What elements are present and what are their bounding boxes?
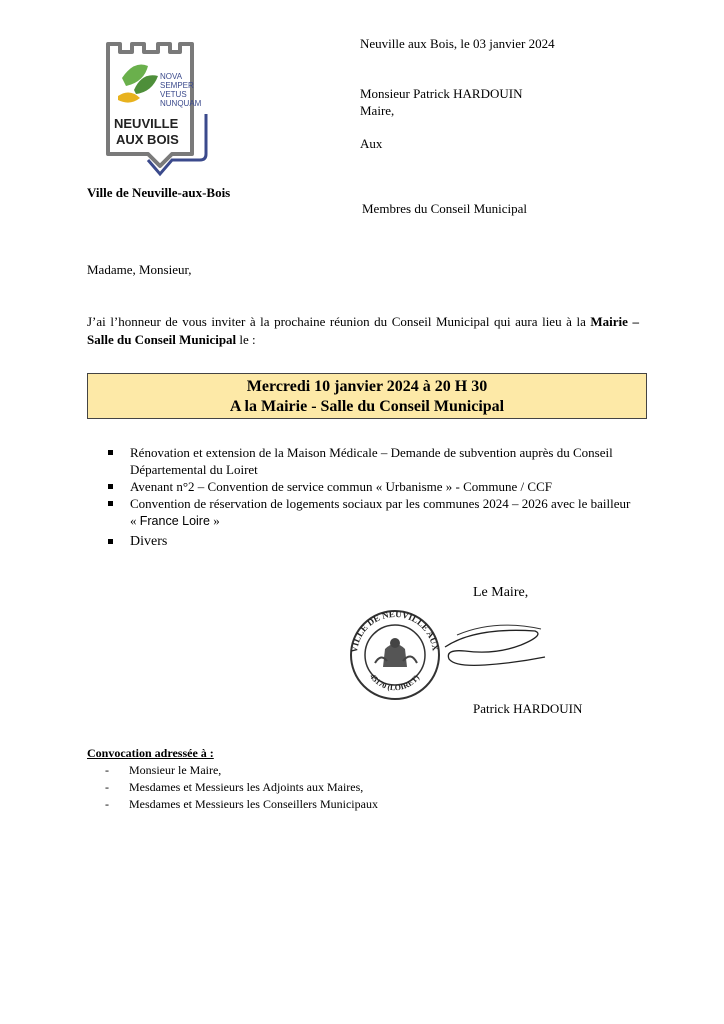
agenda-item: Divers	[108, 532, 640, 550]
official-stamp	[345, 605, 555, 705]
logo-motto-3: VETUS	[160, 90, 187, 99]
recipients: Membres du Conseil Municipal	[362, 201, 528, 216]
bullet-icon	[108, 450, 113, 455]
town-name: Ville de Neuville-aux-Bois	[87, 185, 231, 200]
meeting-callout	[87, 373, 647, 419]
greeting: Madame, Monsieur,	[87, 262, 192, 277]
logo-motto-4: NUNQUAM	[160, 99, 202, 108]
logo-motto-1: NOVA	[160, 72, 183, 81]
logo-town-1: NEUVILLE	[114, 116, 179, 131]
list-item: - Monsieur le Maire,	[105, 763, 222, 777]
meeting-datetime: Mercredi 10 janvier 2024 à 20 H 30	[246, 378, 488, 395]
logo-motto-2: SEMPER	[160, 81, 194, 90]
list-item: - Mesdames et Messieurs les Adjoints aux Maires,	[105, 780, 364, 794]
logo-crest-icon	[100, 36, 220, 186]
sender-role: Maire,	[360, 103, 395, 118]
date-line: Neuville aux Bois, le 03 janvier 2024	[360, 36, 555, 51]
svg-text:45170 (LOIRET)	[368, 672, 421, 692]
intro-bold: Mairie – Salle du Conseil Municipal	[87, 314, 639, 347]
stamp-seal-icon	[345, 605, 555, 705]
town-logo	[100, 36, 220, 186]
bullet-icon	[108, 501, 113, 506]
intro-end: le :	[236, 332, 256, 347]
convocation-list	[105, 762, 378, 813]
bullet-icon	[108, 539, 113, 544]
bullet-icon	[108, 484, 113, 489]
agenda-item: Rénovation et extension de la Maison Médicale – Demande de subvention auprès du Conseil Départemental du Loiret	[108, 444, 640, 478]
to-label: Aux	[360, 136, 383, 151]
convocation-title: Convocation adressée à :	[87, 746, 214, 760]
agenda-item: Avenant n°2 – Convention de service commun « Urbanisme » - Commune / CCF	[108, 478, 640, 495]
signature-title: Le Maire,	[473, 585, 529, 600]
sender-name: Monsieur Patrick HARDOUIN	[360, 86, 523, 101]
agenda-list	[108, 444, 640, 550]
list-item: - Mesdames et Messieurs les Conseillers Municipaux	[105, 797, 378, 811]
stamp-text: VILLE DE NEUVILLE AUX	[348, 608, 441, 654]
intro-paragraph	[87, 313, 639, 349]
meeting-place: A la Mairie - Salle du Conseil Municipal	[229, 398, 505, 415]
agenda-item: Convention de réservation de logements sociaux par les communes 2024 – 2026 avec le bailleur « France Loire »	[108, 495, 640, 530]
intro-text: J’ai l’honneur de vous inviter à la prochaine réunion du Conseil Municipal qui aura lieu à la	[87, 314, 591, 329]
logo-town-2: AUX BOIS	[116, 132, 179, 147]
stamp-code: 45170 (LOIRET)	[368, 672, 422, 693]
france-loire: France Loire	[139, 514, 210, 528]
signature-name: Patrick HARDOUIN	[473, 701, 583, 716]
